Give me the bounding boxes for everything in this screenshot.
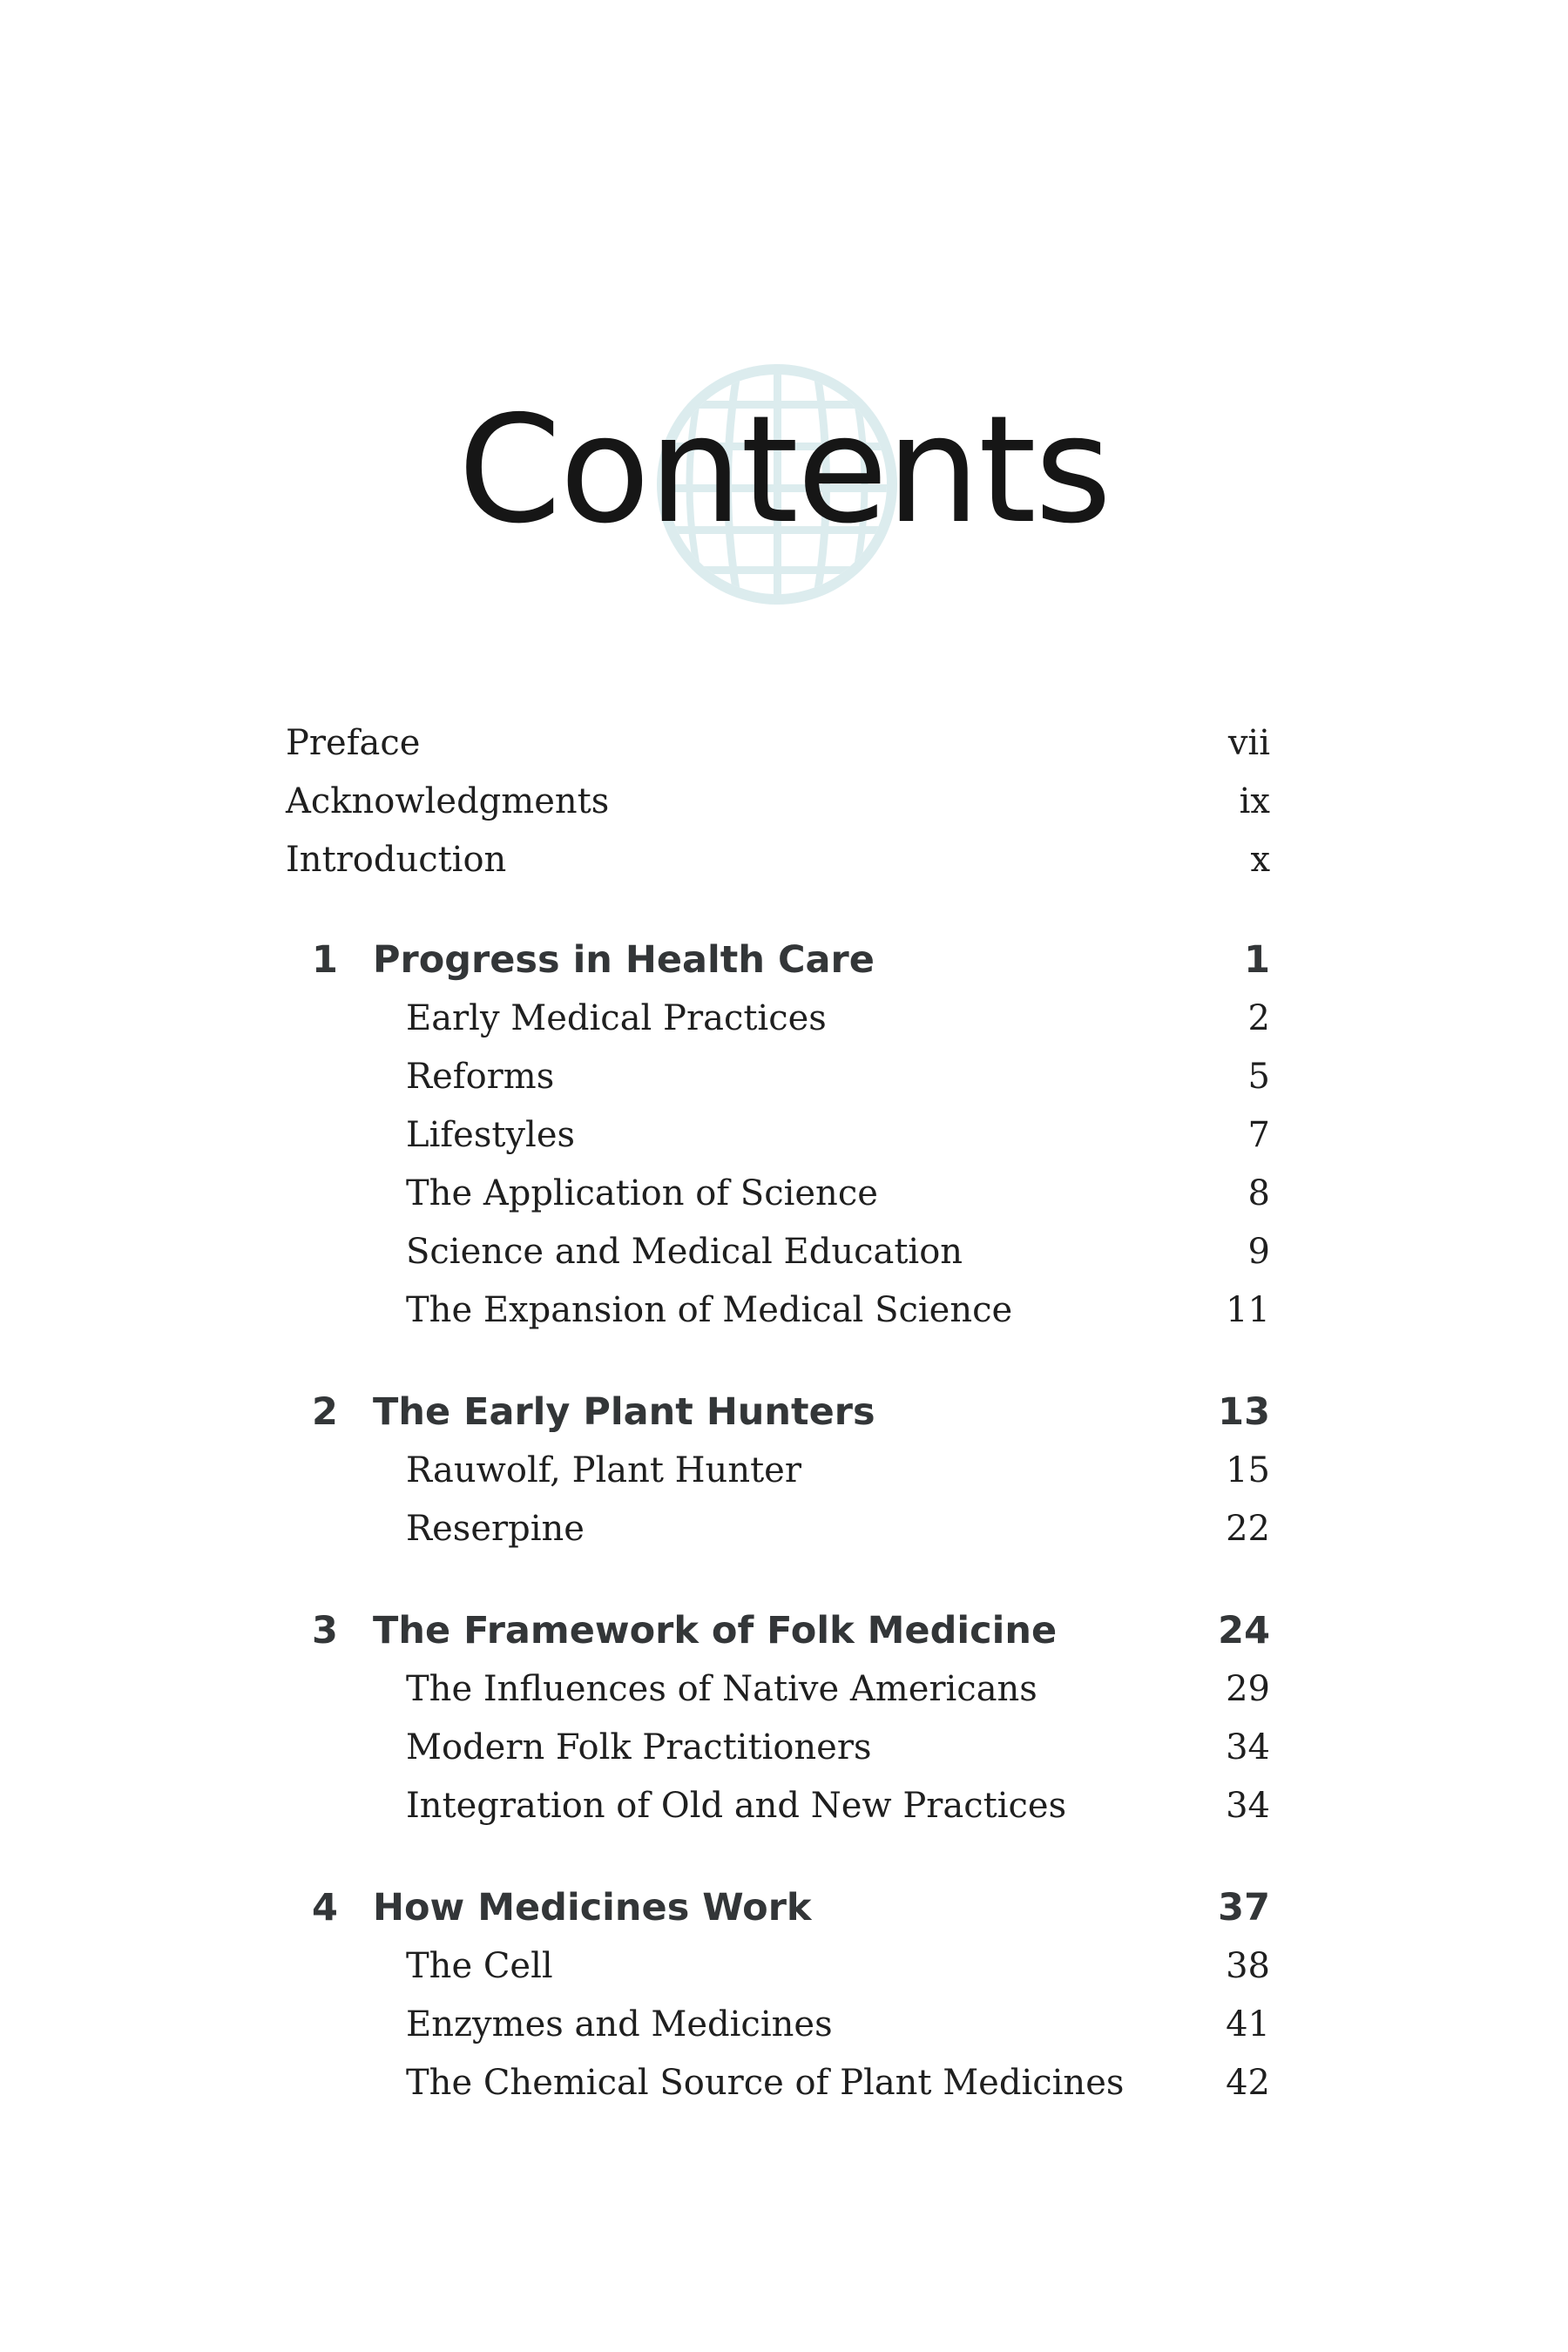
chapter-title: Progress in Health Care: [373, 938, 875, 982]
section-title: The Application of Science: [406, 1173, 878, 1213]
section-title: Enzymes and Medicines: [406, 2004, 833, 2044]
section-page: 11: [1226, 1290, 1270, 1330]
toc-section[interactable]: [286, 1500, 1270, 1558]
section-page: 22: [1226, 1509, 1270, 1549]
section-title: Early Medical Practices: [406, 998, 827, 1038]
section-page: 5: [1247, 1057, 1270, 1097]
section-title: Integration of Old and New Practices: [406, 1786, 1067, 1826]
toc-section[interactable]: [286, 1660, 1270, 1719]
section-title: Science and Medical Education: [406, 1232, 963, 1272]
toc-chapter-1[interactable]: [286, 931, 1270, 990]
chapter-title: The Early Plant Hunters: [373, 1390, 875, 1434]
section-page: 41: [1226, 2004, 1270, 2044]
section-page: 34: [1226, 1727, 1270, 1767]
chapter-number: 4: [312, 1886, 338, 1930]
section-title: Reserpine: [406, 1509, 585, 1549]
section-title: The Chemical Source of Plant Medicines: [406, 2063, 1125, 2103]
toc-section[interactable]: [286, 1165, 1270, 1223]
table-of-contents: [286, 714, 1270, 2112]
entry-title: Preface: [286, 723, 421, 763]
section-page: 42: [1226, 2063, 1270, 2103]
toc-section[interactable]: [286, 1048, 1270, 1106]
entry-title: Acknowledgments: [286, 781, 610, 821]
entry-page: ix: [1239, 781, 1270, 821]
chapter-title: How Medicines Work: [373, 1886, 812, 1930]
section-page: 34: [1226, 1786, 1270, 1826]
toc-entry-introduction[interactable]: [286, 831, 1270, 889]
entry-title: Introduction: [286, 840, 507, 880]
toc-entry-preface[interactable]: [286, 714, 1270, 773]
section-page: 38: [1226, 1946, 1270, 1986]
toc-chapter-4[interactable]: [286, 1879, 1270, 1937]
chapter-number: 2: [312, 1390, 338, 1434]
page-title: Contents: [457, 384, 1111, 557]
section-page: 2: [1247, 998, 1270, 1038]
section-title: Reforms: [406, 1057, 555, 1097]
toc-section[interactable]: [286, 1223, 1270, 1281]
section-page: 8: [1247, 1173, 1270, 1213]
chapter-page: 24: [1218, 1609, 1270, 1652]
toc-chapter-3[interactable]: [286, 1602, 1270, 1660]
toc-section[interactable]: [286, 1937, 1270, 1996]
toc-section[interactable]: [286, 1106, 1270, 1165]
section-page: 7: [1247, 1115, 1270, 1155]
chapter-number: 3: [312, 1609, 338, 1652]
section-title: The Expansion of Medical Science: [406, 1290, 1013, 1330]
toc-entry-acknowledgments[interactable]: [286, 773, 1270, 831]
section-title: Rauwolf, Plant Hunter: [406, 1450, 801, 1490]
section-page: 15: [1226, 1450, 1270, 1490]
chapter-title: The Framework of Folk Medicine: [373, 1609, 1058, 1652]
entry-page: vii: [1227, 723, 1270, 763]
chapter-number: 1: [312, 938, 338, 982]
entry-page: x: [1250, 840, 1270, 880]
section-title: The Cell: [406, 1946, 553, 1986]
toc-section[interactable]: [286, 1442, 1270, 1500]
chapter-page: 1: [1244, 938, 1270, 982]
section-page: 29: [1226, 1669, 1270, 1709]
toc-section[interactable]: [286, 1996, 1270, 2054]
toc-section[interactable]: [286, 1281, 1270, 1340]
toc-chapter-2[interactable]: [286, 1383, 1270, 1442]
section-title: Modern Folk Practitioners: [406, 1727, 872, 1767]
section-title: Lifestyles: [406, 1115, 576, 1155]
toc-section[interactable]: [286, 990, 1270, 1048]
chapter-page: 13: [1218, 1390, 1270, 1434]
toc-section[interactable]: [286, 1719, 1270, 1777]
toc-section[interactable]: [286, 1777, 1270, 1835]
section-page: 9: [1247, 1232, 1270, 1272]
toc-section[interactable]: [286, 2054, 1270, 2112]
section-title: The Influences of Native Americans: [406, 1669, 1037, 1709]
chapter-page: 37: [1218, 1886, 1270, 1930]
